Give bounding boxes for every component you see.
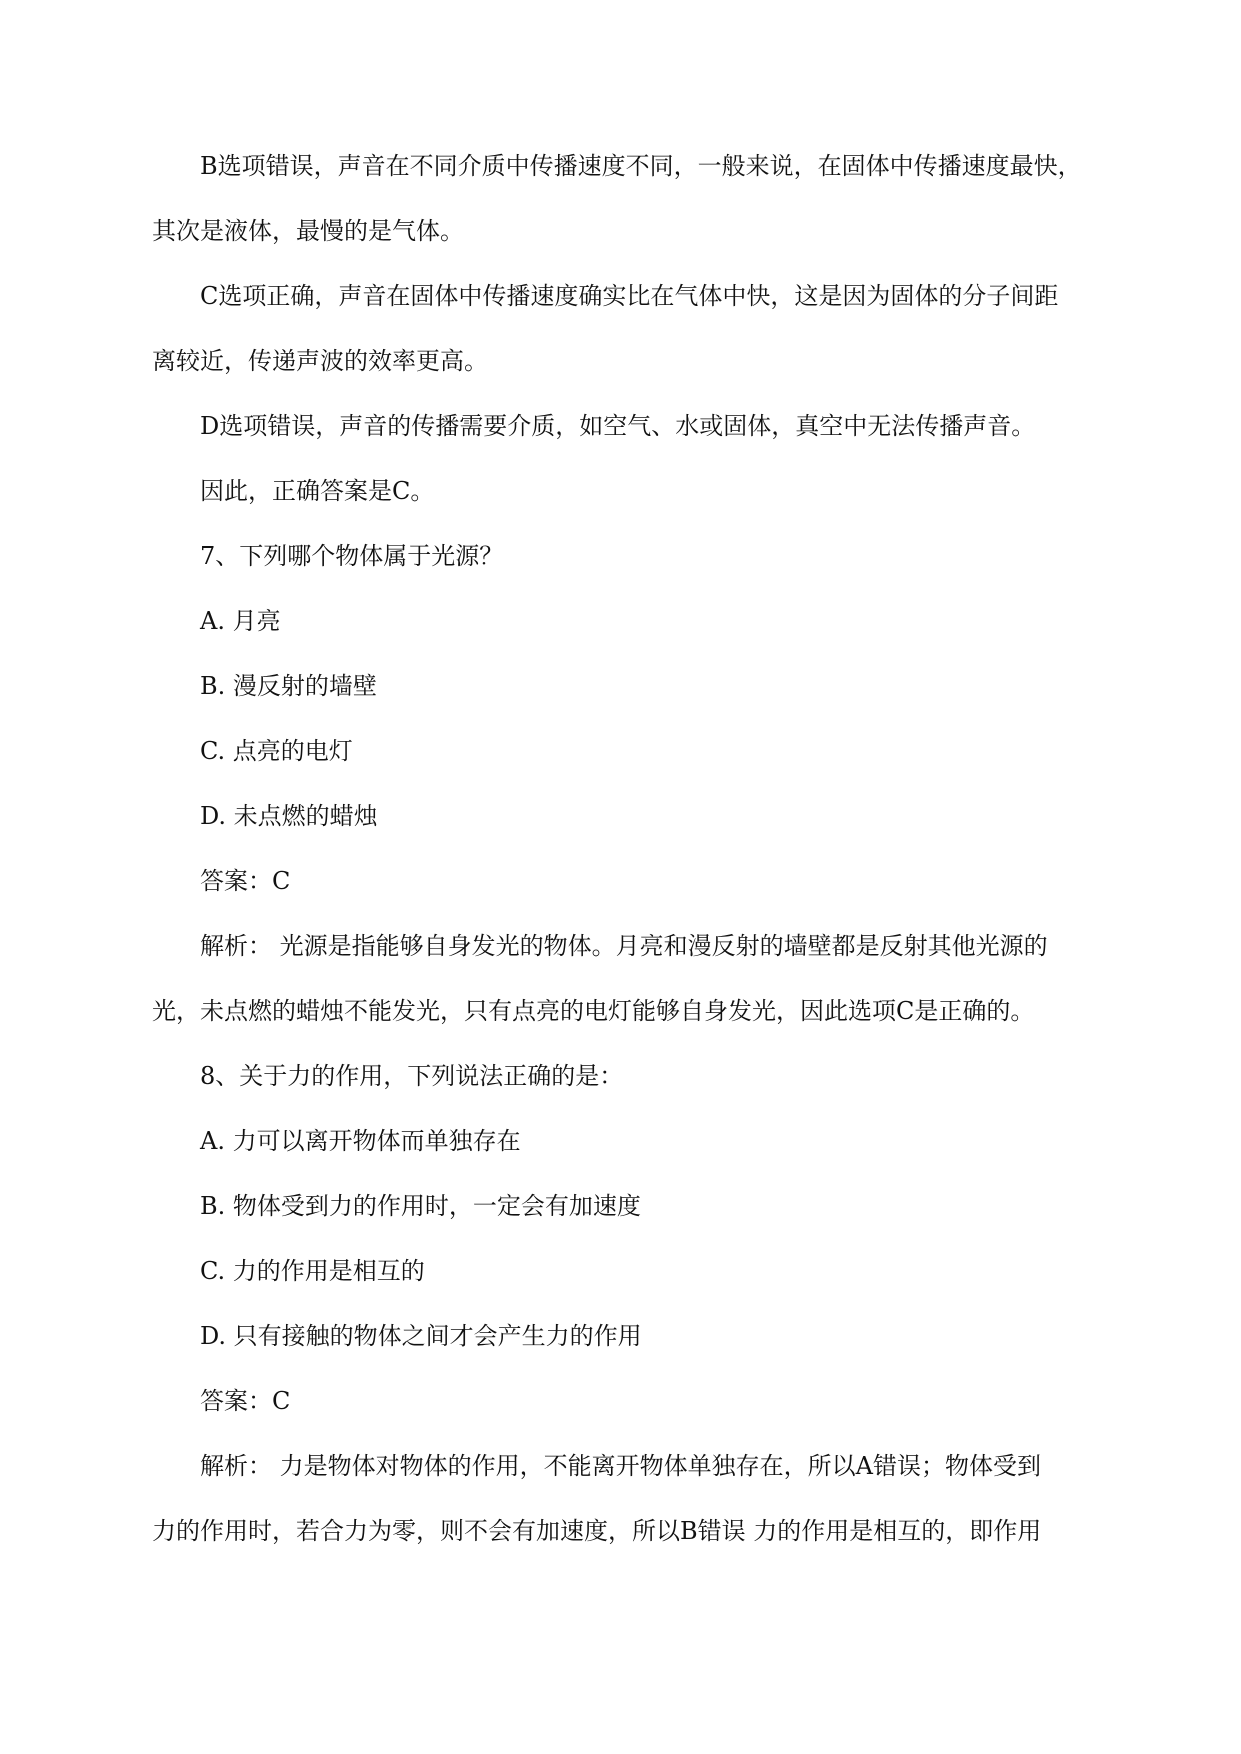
answer-line: 答案：C bbox=[200, 1387, 291, 1415]
answer-line: 答案：C bbox=[200, 867, 291, 895]
paragraph-line: D选项错误，声音的传播需要介质，如空气、水或固体，真空中无法传播声音。 bbox=[200, 412, 1036, 440]
question-title: 7、下列哪个物体属于光源？ bbox=[200, 542, 504, 570]
paragraph-line: B选项错误，声音在不同介质中传播速度不同，一般来说，在固体中传播速度最快， bbox=[200, 152, 1082, 180]
option-line: B. 物体受到力的作用时，一定会有加速度 bbox=[200, 1192, 641, 1220]
paragraph-line: C选项正确，声音在固体中传播速度确实比在气体中快，这是因为固体的分子间距 bbox=[200, 282, 1059, 310]
option-line: C. 点亮的电灯 bbox=[200, 737, 353, 765]
option-line: A. 月亮 bbox=[200, 607, 281, 635]
option-line: D. 只有接触的物体之间才会产生力的作用 bbox=[200, 1322, 642, 1350]
document-body bbox=[152, 148, 1092, 1578]
question-title: 8、关于力的作用，下列说法正确的是： bbox=[200, 1062, 624, 1090]
analysis-line: 光，未点燃的蜡烛不能发光，只有点亮的电灯能够自身发光，因此选项C是正确的。 bbox=[152, 997, 1035, 1025]
paragraph-line: 离较近，传递声波的效率更高。 bbox=[152, 347, 488, 375]
analysis-line: 解析： 光源是指能够自身发光的物体。月亮和漫反射的墙壁都是反射其他光源的 bbox=[200, 932, 1048, 960]
option-line: B. 漫反射的墙壁 bbox=[200, 672, 377, 700]
option-line: C. 力的作用是相互的 bbox=[200, 1257, 425, 1285]
paragraph-line: 其次是液体，最慢的是气体。 bbox=[152, 217, 464, 245]
option-line: A. 力可以离开物体而单独存在 bbox=[200, 1127, 521, 1155]
analysis-line: 力的作用时，若合力为零，则不会有加速度，所以B错误 力的作用是相互的，即作用 bbox=[152, 1517, 1042, 1545]
option-line: D. 未点燃的蜡烛 bbox=[200, 802, 378, 830]
paragraph-line: 因此，正确答案是C。 bbox=[200, 477, 435, 505]
analysis-line: 解析： 力是物体对物体的作用，不能离开物体单独存在，所以A错误；物体受到 bbox=[200, 1452, 1041, 1480]
